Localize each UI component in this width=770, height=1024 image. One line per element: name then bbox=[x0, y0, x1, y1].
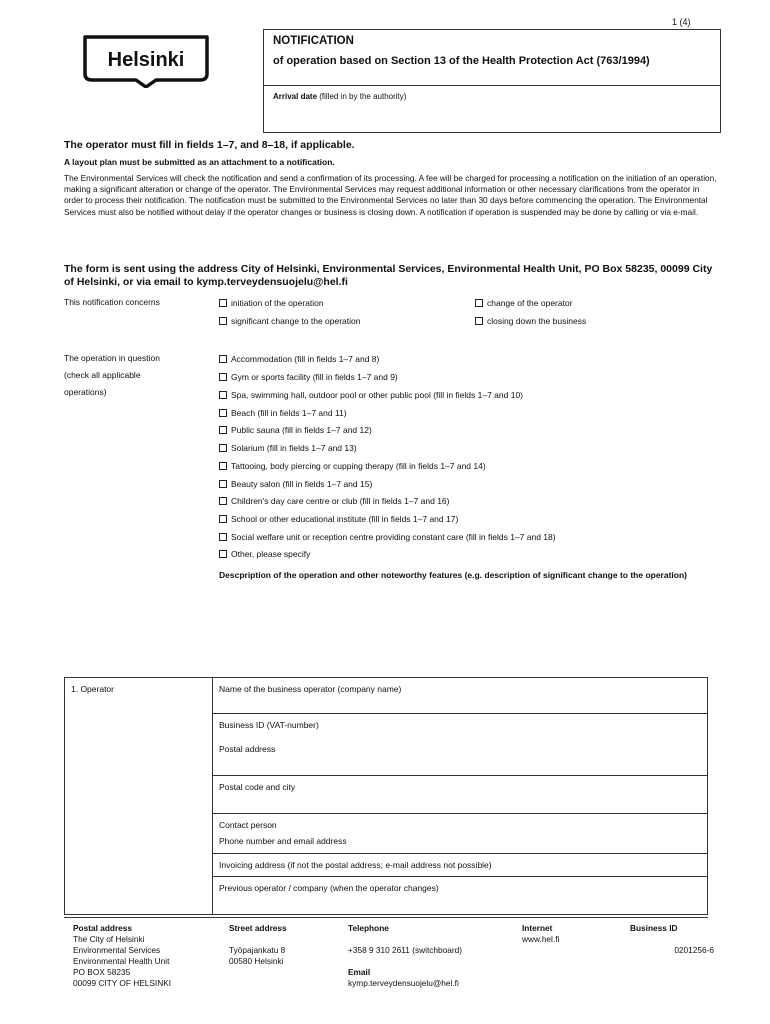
checkbox[interactable] bbox=[219, 550, 227, 558]
checkbox[interactable] bbox=[219, 444, 227, 452]
checkbox[interactable] bbox=[219, 533, 227, 541]
concerns-option[interactable]: closing down the business bbox=[475, 315, 586, 327]
layout-plan-note: A layout plan must be submitted as an attachment to a notification. bbox=[64, 157, 335, 167]
operation-option[interactable]: School or other educational institute (fill in fields 1–7 and 17) bbox=[219, 513, 458, 525]
previous-operator-field[interactable]: Previous operator / company (when the operator changes) bbox=[219, 883, 439, 893]
checkbox[interactable] bbox=[475, 299, 483, 307]
phone-email-field[interactable]: Phone number and email address bbox=[219, 836, 347, 846]
footer-email-link[interactable]: kymp.terveydensuojelu@hel.fi bbox=[348, 978, 459, 988]
operation-option[interactable]: Tattooing, body piercing or cupping therapy (fill in fields 1–7 and 14) bbox=[219, 460, 486, 472]
table-divider bbox=[212, 775, 708, 776]
arrival-date-label: Arrival date bbox=[273, 92, 318, 101]
header-divider bbox=[263, 85, 721, 86]
footer-street: Street address Työpajankatu 8 00580 Helsinki bbox=[229, 923, 287, 966]
arrival-date-field[interactable] bbox=[273, 92, 406, 101]
footer-postal: Postal address The City of Helsinki Environmental Services Environmental Health Unit PO BOX 58235 00099 CITY OF HELSINKI bbox=[73, 923, 172, 988]
instructions-body: The Environmental Services will check the notification and send a confirmation of its processing. A fee will be charged for processing a notification on the initiation of an operation, making a significant alteration or change of the operator. The Environmental Services may request additional information or other necessary clarifications from the operator in order to process their notification. The notification must be submitted to the Environmental Services no later than 30 days before commencing the operation. The Environmental Services must also be notified without delay if the operator changes or business is closing down. A notification if operation is suspended may be done by calling or via e-mail. bbox=[64, 173, 717, 217]
operation-option[interactable]: Solarium (fill in fields 1–7 and 13) bbox=[219, 442, 357, 454]
concerns-option[interactable]: change of the operator bbox=[475, 297, 573, 309]
operation-option[interactable]: Social welfare unit or reception centre providing constant care (fill in fields 1–7 and 18) bbox=[219, 531, 556, 543]
invoicing-address-field[interactable]: Invoicing address (if not the postal address; e-mail address not possible) bbox=[219, 860, 492, 870]
checkbox[interactable] bbox=[219, 462, 227, 470]
postal-code-field[interactable]: Postal code and city bbox=[219, 782, 296, 792]
checkbox[interactable] bbox=[219, 373, 227, 381]
table-divider bbox=[212, 853, 708, 854]
operation-label: The operation in question (check all applicable operations) bbox=[64, 353, 160, 397]
concerns-option[interactable]: initiation of the operation bbox=[219, 297, 324, 309]
business-id-field[interactable]: Business ID (VAT-number) bbox=[219, 720, 319, 730]
operator-section-label: 1. Operator bbox=[71, 684, 114, 694]
checkbox[interactable] bbox=[219, 480, 227, 488]
notification-title: NOTIFICATION bbox=[273, 35, 354, 47]
notification-subtitle: of operation based on Section 13 of the Health Protection Act (763/1994) bbox=[273, 55, 650, 67]
checkbox[interactable] bbox=[219, 497, 227, 505]
operation-option[interactable]: Beauty salon (fill in fields 1–7 and 15) bbox=[219, 478, 372, 490]
instructions-title: The operator must fill in fields 1–7, and 8–18, if applicable. bbox=[64, 139, 355, 151]
checkbox[interactable] bbox=[219, 299, 227, 307]
table-divider bbox=[212, 813, 708, 814]
helsinki-logo bbox=[82, 34, 210, 88]
footer-divider bbox=[64, 917, 708, 918]
contact-person-field[interactable]: Contact person bbox=[219, 820, 277, 830]
description-title: Descpription of the operation and other noteworthy features (e.g. description of significant change to the operation) bbox=[219, 570, 688, 580]
operation-option[interactable]: Children's day care centre or club (fill in fields 1–7 and 16) bbox=[219, 495, 450, 507]
footer-internet: Internet www.hel.fi bbox=[522, 923, 560, 944]
footer-telephone: Telephone +358 9 310 2611 (switchboard) Email kymp.terveydensuojelu@hel.fi bbox=[348, 923, 463, 988]
operation-option[interactable]: Spa, swimming hall, outdoor pool or other public pool (fill in fields 1–7 and 10) bbox=[219, 389, 523, 401]
operation-option[interactable]: Accommodation (fill in fields 1–7 and 8) bbox=[219, 353, 379, 365]
operation-option[interactable]: Gym or sports facility (fill in fields 1–7 and 9) bbox=[219, 371, 398, 383]
logo-text: Helsinki bbox=[107, 49, 185, 71]
arrival-date-note: (filled in by the authority) bbox=[319, 92, 407, 101]
page-number: 1 (4) bbox=[672, 17, 691, 27]
company-name-field[interactable]: Name of the business operator (company name) bbox=[219, 684, 402, 694]
checkbox[interactable] bbox=[219, 426, 227, 434]
footer-website-link[interactable]: www.hel.fi bbox=[522, 934, 560, 944]
operation-option[interactable]: Other, please specify bbox=[219, 548, 310, 560]
operation-option[interactable]: Public sauna (fill in fields 1–7 and 12) bbox=[219, 424, 372, 436]
concerns-label: This notification concerns bbox=[64, 297, 160, 307]
checkbox[interactable] bbox=[219, 391, 227, 399]
checkbox[interactable] bbox=[219, 515, 227, 523]
checkbox[interactable] bbox=[219, 317, 227, 325]
checkbox[interactable] bbox=[475, 317, 483, 325]
footer-business-id: Business ID 0201256-6 bbox=[630, 923, 714, 955]
table-divider bbox=[212, 713, 708, 714]
concerns-option[interactable]: significant change to the operation bbox=[219, 315, 360, 327]
postal-address-field[interactable]: Postal address bbox=[219, 744, 276, 754]
operation-option[interactable]: Beach (fill in fields 1–7 and 11) bbox=[219, 407, 347, 419]
form-sent-note: The form is sent using the address City of Helsinki, Environmental Services, Environmental Health Unit, PO Box 58235, 00099 City of Helsinki, or via email to kymp.terveydensuojelu@hel.fi bbox=[64, 263, 713, 288]
table-divider bbox=[212, 876, 708, 877]
checkbox[interactable] bbox=[219, 355, 227, 363]
checkbox[interactable] bbox=[219, 409, 227, 417]
